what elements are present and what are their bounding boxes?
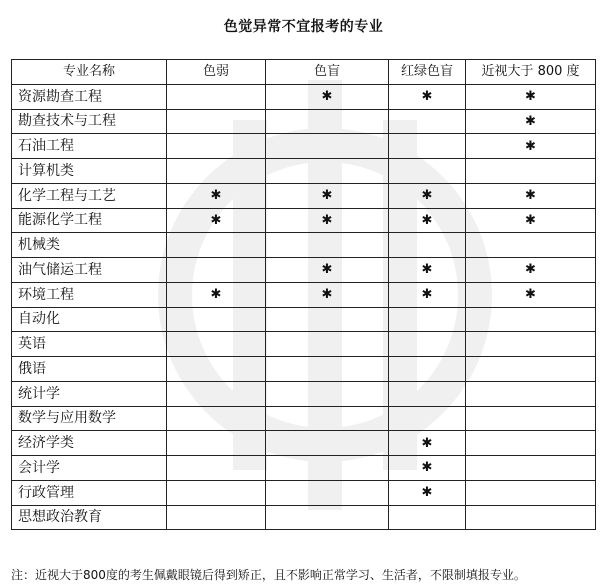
restriction-cell-red-green-blind (389, 357, 466, 382)
restriction-cell-color-blind (266, 159, 389, 184)
restriction-cell-color-weak (167, 84, 266, 109)
restriction-cell-color-blind (266, 109, 389, 134)
header-color-weak: 色弱 (167, 60, 266, 85)
header-red-green-blind: 红绿色盲 (389, 60, 466, 85)
header-color-blind: 色盲 (266, 60, 389, 85)
restriction-cell-red-green-blind (389, 109, 466, 134)
restriction-cell-red-green-blind (389, 332, 466, 357)
restriction-cell-color-weak (167, 282, 266, 307)
major-name-cell: 数学与应用数学 (12, 406, 167, 431)
restriction-mark: ✱ (421, 435, 433, 451)
restriction-cell-color-weak (167, 208, 266, 233)
header-major-name: 专业名称 (12, 60, 167, 85)
table-row (12, 307, 596, 332)
restriction-cell-color-blind (266, 282, 389, 307)
restriction-cell-myopia-800 (466, 406, 596, 431)
restriction-cell-color-weak (167, 357, 266, 382)
restriction-cell-myopia-800 (466, 357, 596, 382)
header-myopia-800: 近视大于 800 度 (466, 60, 596, 85)
restriction-cell-red-green-blind (389, 307, 466, 332)
restriction-cell-red-green-blind (389, 406, 466, 431)
restriction-mark: ✱ (525, 89, 536, 105)
major-name-cell: 统计学 (12, 381, 167, 406)
table-row (12, 505, 596, 530)
restriction-cell-color-weak (167, 332, 266, 357)
table-row (12, 282, 596, 307)
major-name-cell: 英语 (12, 332, 167, 357)
restriction-cell-color-blind (266, 84, 389, 109)
restriction-cell-color-blind (266, 258, 389, 283)
restriction-cell-myopia-800 (466, 183, 596, 208)
table-row (12, 332, 596, 357)
restriction-mark: ✱ (210, 188, 222, 204)
restriction-cell-color-weak (167, 233, 266, 258)
major-name-cell: 资源勘查工程 (12, 84, 167, 109)
restriction-mark: ✱ (421, 287, 433, 303)
major-name-cell: 会计学 (12, 456, 167, 481)
majors-table (11, 59, 596, 530)
restriction-cell-color-blind (266, 406, 389, 431)
restriction-mark: ✱ (321, 89, 333, 105)
major-name-cell: 行政管理 (12, 480, 167, 505)
table-row (12, 109, 596, 134)
restriction-mark: ✱ (421, 485, 433, 501)
restriction-cell-color-blind (266, 208, 389, 233)
table-header-row (12, 60, 596, 85)
restriction-cell-myopia-800 (466, 381, 596, 406)
restriction-cell-color-blind (266, 381, 389, 406)
restriction-cell-color-blind (266, 134, 389, 159)
table-row (12, 208, 596, 233)
restriction-cell-color-weak (167, 431, 266, 456)
restriction-mark: ✱ (525, 262, 536, 278)
page-title: 色觉异常不宜报考的专业 (223, 19, 384, 35)
restriction-cell-red-green-blind (389, 381, 466, 406)
restriction-mark: ✱ (210, 212, 222, 228)
major-name-cell: 化学工程与工艺 (12, 183, 167, 208)
restriction-cell-red-green-blind (389, 456, 466, 481)
restriction-cell-myopia-800 (466, 208, 596, 233)
restriction-mark: ✱ (525, 138, 536, 154)
restriction-cell-red-green-blind (389, 480, 466, 505)
table-row (12, 480, 596, 505)
restriction-cell-color-weak (167, 480, 266, 505)
restriction-cell-myopia-800 (466, 84, 596, 109)
restriction-cell-color-weak (167, 307, 266, 332)
restriction-cell-myopia-800 (466, 258, 596, 283)
table-row (12, 381, 596, 406)
restriction-cell-myopia-800 (466, 505, 596, 530)
restriction-cell-red-green-blind (389, 84, 466, 109)
table-row (12, 183, 596, 208)
restriction-mark: ✱ (421, 89, 433, 105)
restriction-cell-myopia-800 (466, 282, 596, 307)
major-name-cell: 环境工程 (12, 282, 167, 307)
restriction-cell-myopia-800 (466, 307, 596, 332)
restriction-cell-myopia-800 (466, 480, 596, 505)
restriction-cell-red-green-blind (389, 183, 466, 208)
restriction-mark: ✱ (321, 212, 333, 228)
restriction-cell-red-green-blind (389, 431, 466, 456)
restriction-mark: ✱ (421, 188, 433, 204)
major-name-cell: 勘查技术与工程 (12, 109, 167, 134)
restriction-mark: ✱ (321, 188, 333, 204)
restriction-cell-color-blind (266, 480, 389, 505)
major-name-cell: 思想政治教育 (12, 505, 167, 530)
restriction-mark: ✱ (321, 287, 333, 303)
restriction-mark: ✱ (421, 262, 433, 278)
major-name-cell: 经济学类 (12, 431, 167, 456)
restriction-cell-color-blind (266, 332, 389, 357)
table-row (12, 159, 596, 184)
restriction-cell-color-weak (167, 505, 266, 530)
restriction-mark: ✱ (525, 113, 536, 129)
restriction-cell-color-weak (167, 159, 266, 184)
table-row (12, 456, 596, 481)
restriction-cell-color-weak (167, 406, 266, 431)
restriction-cell-color-weak (167, 183, 266, 208)
restriction-mark: ✱ (525, 287, 536, 303)
restriction-cell-color-weak (167, 381, 266, 406)
major-name-cell: 自动化 (12, 307, 167, 332)
table-row (12, 431, 596, 456)
restriction-cell-color-weak (167, 109, 266, 134)
restriction-mark: ✱ (321, 262, 333, 278)
majors-table-body (12, 84, 596, 530)
major-name-cell: 石油工程 (12, 134, 167, 159)
restriction-cell-red-green-blind (389, 258, 466, 283)
restriction-mark: ✱ (525, 188, 536, 204)
restriction-mark: ✱ (210, 287, 222, 303)
restriction-cell-red-green-blind (389, 159, 466, 184)
restriction-cell-color-blind (266, 357, 389, 382)
table-row (12, 406, 596, 431)
restriction-cell-red-green-blind (389, 282, 466, 307)
major-name-cell: 计算机类 (12, 159, 167, 184)
restriction-cell-color-blind (266, 307, 389, 332)
major-name-cell: 能源化学工程 (12, 208, 167, 233)
restriction-cell-red-green-blind (389, 208, 466, 233)
major-name-cell: 油气储运工程 (12, 258, 167, 283)
major-name-cell: 机械类 (12, 233, 167, 258)
restriction-cell-myopia-800 (466, 233, 596, 258)
major-name-cell: 俄语 (12, 357, 167, 382)
restriction-cell-color-weak (167, 258, 266, 283)
restriction-cell-color-weak (167, 456, 266, 481)
restriction-cell-color-blind (266, 183, 389, 208)
restriction-cell-myopia-800 (466, 109, 596, 134)
table-row (12, 84, 596, 109)
restriction-cell-color-blind (266, 431, 389, 456)
table-row (12, 134, 596, 159)
restriction-cell-myopia-800 (466, 431, 596, 456)
table-row (12, 357, 596, 382)
restriction-cell-myopia-800 (466, 456, 596, 481)
restriction-cell-color-weak (167, 134, 266, 159)
restriction-cell-myopia-800 (466, 134, 596, 159)
restriction-cell-myopia-800 (466, 332, 596, 357)
restriction-cell-color-blind (266, 456, 389, 481)
restriction-mark: ✱ (525, 212, 536, 228)
restriction-cell-myopia-800 (466, 159, 596, 184)
restriction-cell-red-green-blind (389, 233, 466, 258)
table-row (12, 233, 596, 258)
restriction-mark: ✱ (421, 460, 433, 476)
restriction-cell-red-green-blind (389, 134, 466, 159)
footnote: 注：近视大于800度的考生佩戴眼镜后得到矫正，且不影响正常学习、生活者，不限制填报专业。 (11, 568, 526, 582)
table-row (12, 258, 596, 283)
restriction-cell-red-green-blind (389, 505, 466, 530)
restriction-mark: ✱ (421, 212, 433, 228)
restriction-cell-color-blind (266, 505, 389, 530)
restriction-cell-color-blind (266, 233, 389, 258)
